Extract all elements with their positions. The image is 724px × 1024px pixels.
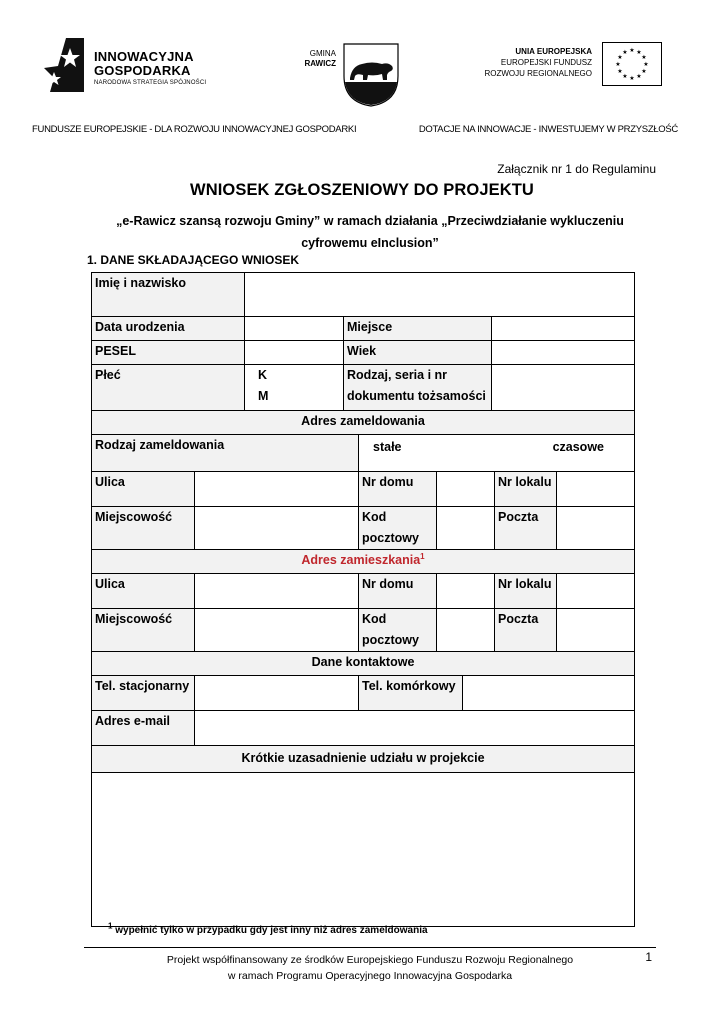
svg-text:★: ★ (643, 61, 649, 68)
unia-europejska-logo (478, 42, 668, 88)
input-nr-domu-zamieszkania[interactable] (436, 573, 495, 609)
svg-text:★: ★ (641, 54, 647, 61)
svg-text:★: ★ (636, 73, 642, 80)
label-plec: Płeć (91, 364, 245, 411)
footer-divider (84, 947, 656, 948)
input-dokument[interactable] (491, 364, 635, 411)
svg-text:★: ★ (617, 68, 623, 75)
bear-shield-icon (342, 42, 400, 108)
slogan-right: DOTACJE NA INNOWACJE - INWESTUJEMY W PRZYSZŁOŚĆ (418, 124, 678, 135)
label-kod-zamieszkania: Kod pocztowy (358, 608, 437, 652)
section-uzasadnienie: Krótkie uzasadnienie udziału w projekcie (91, 745, 635, 773)
label-nr-domu-zamieszkania: Nr domu (358, 573, 437, 609)
input-tel-komorkowy[interactable] (462, 675, 635, 711)
section-adres-zameldowania: Adres zameldowania (91, 410, 635, 435)
input-miejscowosc-zamieszkania[interactable] (194, 608, 359, 652)
page-subtitle: „e-Rawicz szansą rozwoju Gminy” w ramach działania „Przeciwdziałanie wykluczeniu cyfrowemu eInclusion” (116, 214, 624, 250)
label-adres-email: Adres e-mail (91, 710, 195, 746)
input-nr-lokalu-zameldowania[interactable] (556, 471, 635, 507)
svg-text:★: ★ (622, 49, 628, 56)
attachment-note: Załącznik nr 1 do Regulaminu (497, 162, 656, 176)
page-title: WNIOSEK ZGŁOSZENIOWY DO PROJEKTU (190, 181, 534, 199)
ue-text: UNIA EUROPEJSKA EUROPEJSKI FUNDUSZ ROZWOJU REGIONALNEGO (484, 47, 592, 78)
plec-options[interactable] (244, 364, 344, 411)
plec-option-m[interactable]: M (258, 389, 269, 403)
label-kod-zameldowania: Kod pocztowy (358, 506, 437, 550)
label-miejscowosc-zamieszkania: Miejscowość (91, 608, 195, 652)
input-nr-lokalu-zamieszkania[interactable] (556, 573, 635, 609)
label-poczta-zameldowania: Poczta (494, 506, 557, 550)
input-kod-zameldowania[interactable] (436, 506, 495, 550)
label-ulica-zamieszkania: Ulica (91, 573, 195, 609)
input-uzasadnienie[interactable] (91, 772, 635, 927)
section-heading: 1. DANE SKŁADAJĄCEGO WNIOSEK (87, 253, 300, 267)
label-miejsce: Miejsce (343, 316, 492, 341)
input-miejscowosc-zameldowania[interactable] (194, 506, 359, 550)
label-tel-komorkowy: Tel. komórkowy (358, 675, 463, 711)
eu-flag-icon (602, 42, 662, 86)
input-kod-zamieszkania[interactable] (436, 608, 495, 652)
input-adres-email[interactable] (194, 710, 635, 746)
svg-text:★: ★ (636, 49, 642, 56)
label-poczta-zamieszkania: Poczta (494, 608, 557, 652)
rodzaj-zameldowania-options[interactable] (358, 434, 635, 472)
label-miejscowosc-zameldowania: Miejscowość (91, 506, 195, 550)
label-tel-stacjonarny: Tel. stacjonarny (91, 675, 195, 711)
ig-title: INNOWACYJNA GOSPODARKA (94, 49, 194, 78)
svg-text:★: ★ (641, 68, 647, 75)
label-imie-nazwisko: Imię i nazwisko (91, 272, 245, 317)
input-data-urodzenia[interactable] (244, 316, 344, 341)
page-number: 1 (645, 950, 652, 964)
input-poczta-zameldowania[interactable] (556, 506, 635, 550)
label-nr-domu-zameldowania: Nr domu (358, 471, 437, 507)
slogan-left: FUNDUSZE EUROPEJSKIE - DLA ROZWOJU INNOWACYJNEJ GOSPODARKI (32, 124, 357, 135)
footer-text: Projekt współfinansowany ze środków Europejskiego Funduszu Rozwoju Regionalnego w ramach Programu Operacyjnego Innowacyjna Gospodarka (166, 954, 574, 982)
input-ulica-zamieszkania[interactable] (194, 573, 359, 609)
option-czasowe[interactable]: czasowe (552, 440, 604, 454)
gmina-text: GMINA RAWICZ (304, 49, 336, 68)
input-tel-stacjonarny[interactable] (194, 675, 359, 711)
innowacyjna-gospodarka-logo (44, 38, 234, 96)
label-dokument: Rodzaj, seria i nr dokumentu tożsamości (343, 364, 492, 411)
svg-text:★: ★ (629, 75, 635, 82)
label-wiek: Wiek (343, 340, 492, 365)
svg-text:★: ★ (622, 73, 628, 80)
label-data-urodzenia: Data urodzenia (91, 316, 245, 341)
ig-star-icon (44, 38, 84, 92)
label-nr-lokalu-zamieszkania: Nr lokalu (494, 573, 557, 609)
input-poczta-zamieszkania[interactable] (556, 608, 635, 652)
gmina-rawicz-logo (288, 42, 408, 108)
footnote: $^1$ wypełnić tylko w przypadku gdy jest inny niż adres zameldowania (108, 921, 428, 936)
input-imie-nazwisko[interactable] (244, 272, 635, 317)
ig-subtitle: NARODOWA STRATEGIA SPÓJNOŚCI (94, 80, 207, 86)
svg-text:★: ★ (629, 47, 635, 54)
input-ulica-zameldowania[interactable] (194, 471, 359, 507)
plec-option-k[interactable]: K (258, 368, 268, 382)
option-stale[interactable]: stałe (373, 440, 402, 454)
input-nr-domu-zameldowania[interactable] (436, 471, 495, 507)
input-miejsce[interactable] (491, 316, 635, 341)
input-wiek[interactable] (491, 340, 635, 365)
svg-text:★: ★ (615, 61, 621, 68)
label-nr-lokalu-zameldowania: Nr lokalu (494, 471, 557, 507)
footnote-mark: 1 (420, 551, 425, 561)
input-pesel[interactable] (244, 340, 344, 365)
section-dane-kontaktowe: Dane kontaktowe (91, 651, 635, 676)
label-pesel: PESEL (91, 340, 245, 365)
section-adres-zamieszkania: Adres zamieszkania$^1$ (91, 549, 635, 574)
svg-text:★: ★ (617, 54, 623, 61)
label-rodzaj-zameldowania: Rodzaj zameldowania (91, 434, 359, 472)
label-ulica-zameldowania: Ulica (91, 471, 195, 507)
